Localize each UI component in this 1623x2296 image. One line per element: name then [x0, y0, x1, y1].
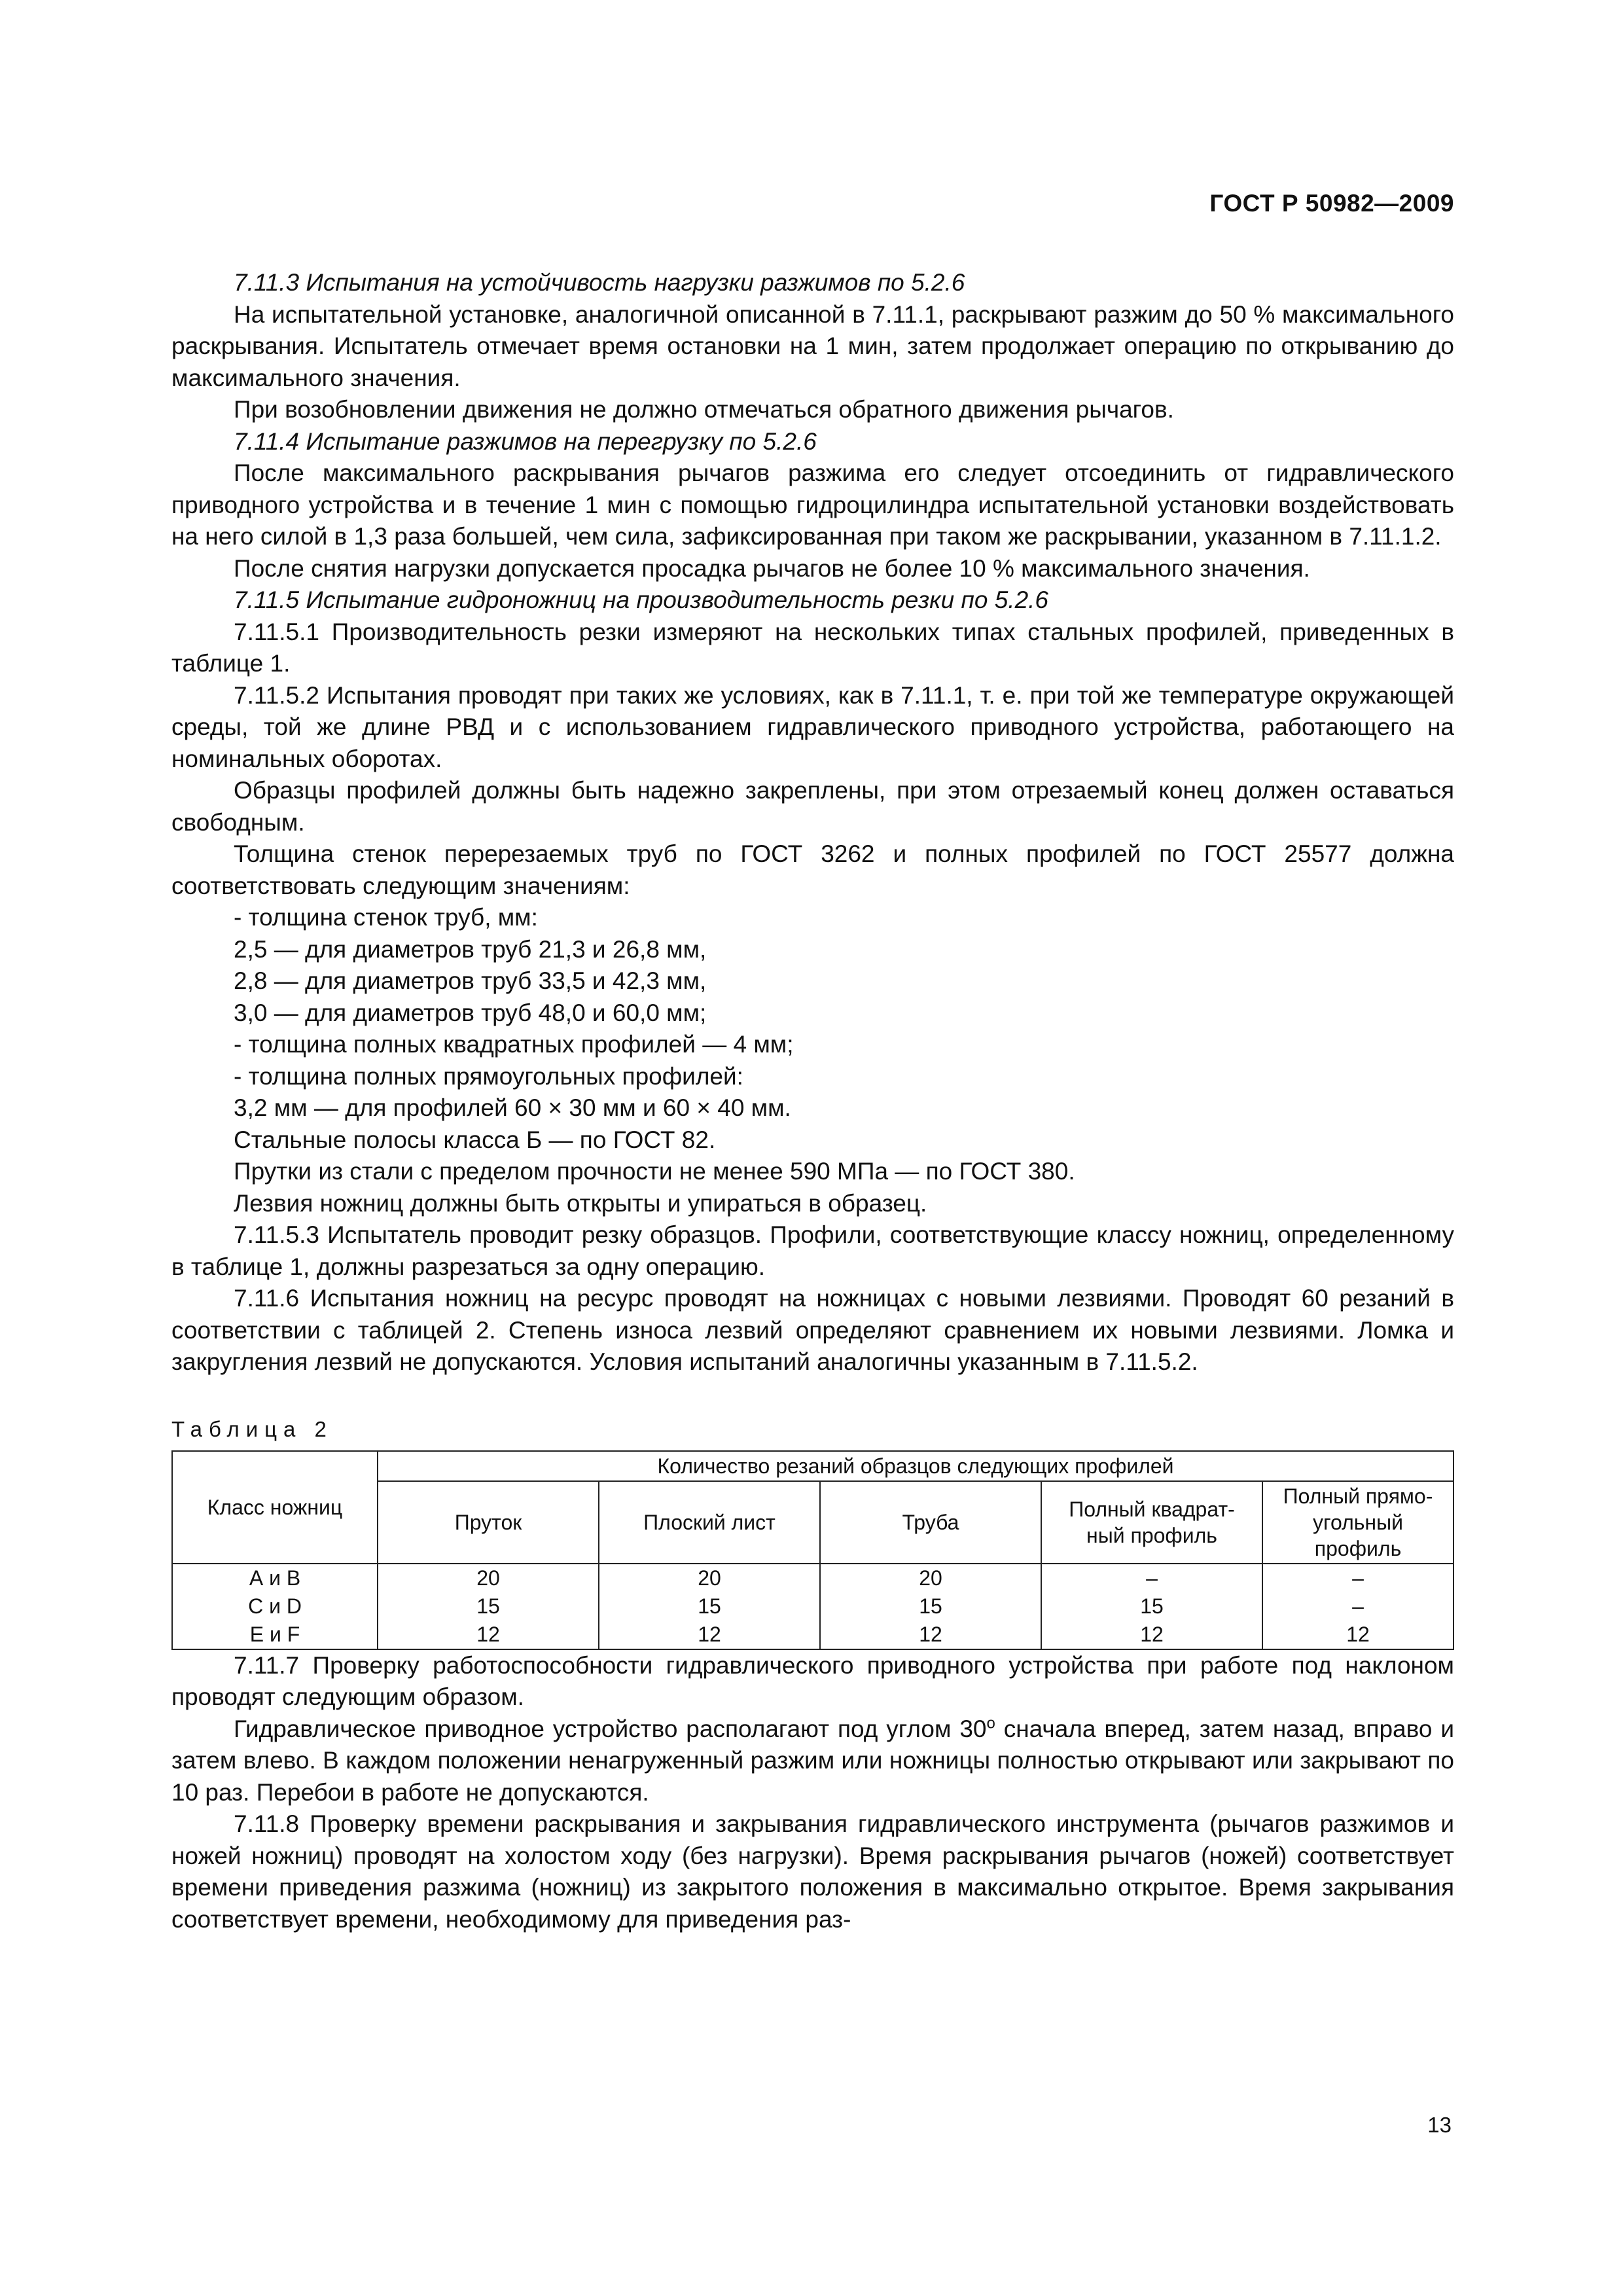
table-cell: 12 [1041, 1621, 1262, 1649]
list-item: 3,2 мм — для профилей 60 × 30 мм и 60 × 40 мм. [234, 1094, 791, 1121]
table-cell: 20 [820, 1564, 1041, 1592]
table-cell: С и D [172, 1592, 378, 1621]
table-cell: 15 [1041, 1592, 1262, 1621]
paragraph: 7.11.5.3 Испытатель проводит резку образцов. Профили, соответствующие классу ножниц, определенному в таблице 1, должны разрезаться за одну операцию. [171, 1221, 1454, 1280]
table-cell: 12 [599, 1621, 820, 1649]
paragraph: На испытательной установке, аналогичной описанной в 7.11.1, раскрывают разжим до 50 % максимального раскрывания. Испытатель отмечает время остановки на 1 мин, затем продолжает операцию по открыванию до максимального значения. [171, 300, 1454, 391]
table-header-square [1041, 1481, 1262, 1564]
list-item: 2,8 — для диаметров труб 33,5 и 42,3 мм, [234, 967, 707, 994]
list-item: Лезвия ножниц должны быть открыты и упираться в образец. [234, 1189, 927, 1217]
table-caption: Таблица 2 [171, 1416, 333, 1441]
section-heading: 7.11.3 Испытания на устойчивость нагрузки разжимов по 5.2.6 [234, 269, 965, 296]
table-cell: 20 [378, 1564, 599, 1592]
list-item: - толщина полных квадратных профилей — 4 мм; [234, 1031, 794, 1058]
paragraph: 7.11.7 Проверку работоспособности гидравлического приводного устройства при работе под наклоном проводят следующим образом. [171, 1651, 1454, 1710]
table-cell: 15 [820, 1592, 1041, 1621]
paragraph-part: Гидравлическое приводное устройство располагают под углом 30 [234, 1715, 987, 1742]
table-row [172, 1621, 1454, 1649]
section-heading: 7.11.5 Испытание гидроножниц на производительность резки по 5.2.6 [234, 586, 1049, 613]
paragraph: 7.11.5.2 Испытания проводят при таких же условиях, как в 7.11.1, т. е. при той же температуре окружающей среды, той же длине РВД и с использованием гидравлического приводного устройства, работающего на номинальных оборотах. [171, 681, 1454, 772]
table-cell: – [1041, 1564, 1262, 1592]
paragraph: 7.11.5.1 Производительность резки измеряют на нескольких типах стальных профилей, приведенных в таблице 1. [171, 618, 1454, 677]
table-cell: 15 [378, 1592, 599, 1621]
page-number: 13 [1427, 2113, 1452, 2137]
degree-symbol: о [986, 1714, 995, 1732]
table-header-rod: Пруток [378, 1481, 599, 1564]
table-header-pipe: Труба [820, 1481, 1041, 1564]
table-header-rect-line2: угольный профиль [1313, 1510, 1403, 1560]
data-table [171, 1450, 1454, 1650]
paragraph: После снятия нагрузки допускается просадка рычагов не более 10 % максимального значения. [234, 554, 1310, 582]
table-header-rect-line1: Полный прямо- [1283, 1484, 1433, 1508]
table-header-sheet: Плоский лист [599, 1481, 820, 1564]
table-cell: – [1262, 1592, 1454, 1621]
table-row [172, 1564, 1454, 1592]
section-heading: 7.11.4 Испытание разжимов на перегрузку по 5.2.6 [234, 427, 817, 455]
list-item: Стальные полосы класса Б — по ГОСТ 82. [234, 1126, 716, 1153]
page-content [171, 267, 1454, 1935]
table-cell: 12 [378, 1621, 599, 1649]
paragraph: При возобновлении движения не должно отмечаться обратного движения рычагов. [234, 396, 1174, 423]
list-item: - толщина полных прямоугольных профилей: [234, 1062, 743, 1090]
table-cell: 12 [1262, 1621, 1454, 1649]
table-cell: 20 [599, 1564, 820, 1592]
table-row [172, 1592, 1454, 1621]
paragraph [171, 1713, 1454, 1809]
paragraph: После максимального раскрывания рычагов разжима его следует отсоединить от гидравлического приводного устройства и в течение 1 мин с помощью гидроцилиндра испытательной установки воздействовать на него силой в 1,3 раза большей, чем сила, зафиксированная при таком же раскрывании, указанном в 7.11.1.2. [171, 459, 1454, 550]
list-item: 3,0 — для диаметров труб 48,0 и 60,0 мм; [234, 999, 707, 1026]
list-item: - толщина стенок труб, мм: [234, 904, 538, 931]
table-cell: Е и F [172, 1621, 378, 1649]
table-header-group: Количество резаний образцов следующих профилей [378, 1451, 1454, 1481]
paragraph: 7.11.6 Испытания ножниц на ресурс проводят на ножницах с новыми лезвиями. Проводят 60 резаний в соответствии с таблицей 2. Степень износа лезвий определяют сравнением их новыми лезвиями. Ломка и закругления лезвий не допускаются. Условия испытаний аналогичны указанным в 7.11.5.2. [171, 1285, 1454, 1375]
list-item: Прутки из стали с пределом прочности не менее 590 МПа — по ГОСТ 380. [234, 1158, 1075, 1185]
list-item: 2,5 — для диаметров труб 21,3 и 26,8 мм, [234, 935, 707, 963]
table-header-rect [1262, 1481, 1454, 1564]
document-header: ГОСТ Р 50982—2009 [1209, 190, 1454, 217]
table-header-square-line1: Полный квадрат- [1069, 1497, 1235, 1521]
table-cell: 15 [599, 1592, 820, 1621]
paragraph: Толщина стенок перерезаемых труб по ГОСТ 3262 и полных профилей по ГОСТ 25577 должна соответствовать следующим значениям: [171, 840, 1454, 899]
paragraph: 7.11.8 Проверку времени раскрывания и закрывания гидравлического инструмента (рычагов разжимов и ножей ножниц) проводят на холостом ходу (без нагрузки). Время раскрывания рычагов (ножей) соответствует времени приведения разжима (ножниц) из закрытого положения в максимально открытое. Время закрывания соответствует времени, необходимому для приведения раз- [171, 1810, 1454, 1933]
paragraph-part: сначала вперед, затем назад, вправо и затем влево. В каждом положении ненагруженный разжим или ножницы полностью открывают или закрывают по 10 раз. Перебои в работе не допускаются. [171, 1715, 1454, 1806]
table-cell: А и В [172, 1564, 378, 1592]
paragraph: Образцы профилей должны быть надежно закреплены, при этом отрезаемый конец должен оставаться свободным. [171, 777, 1454, 836]
table-cell: – [1262, 1564, 1454, 1592]
table-cell: 12 [820, 1621, 1041, 1649]
table-header-square-line2: ный профиль [1086, 1523, 1217, 1547]
table-header-class: Класс ножниц [172, 1451, 378, 1564]
